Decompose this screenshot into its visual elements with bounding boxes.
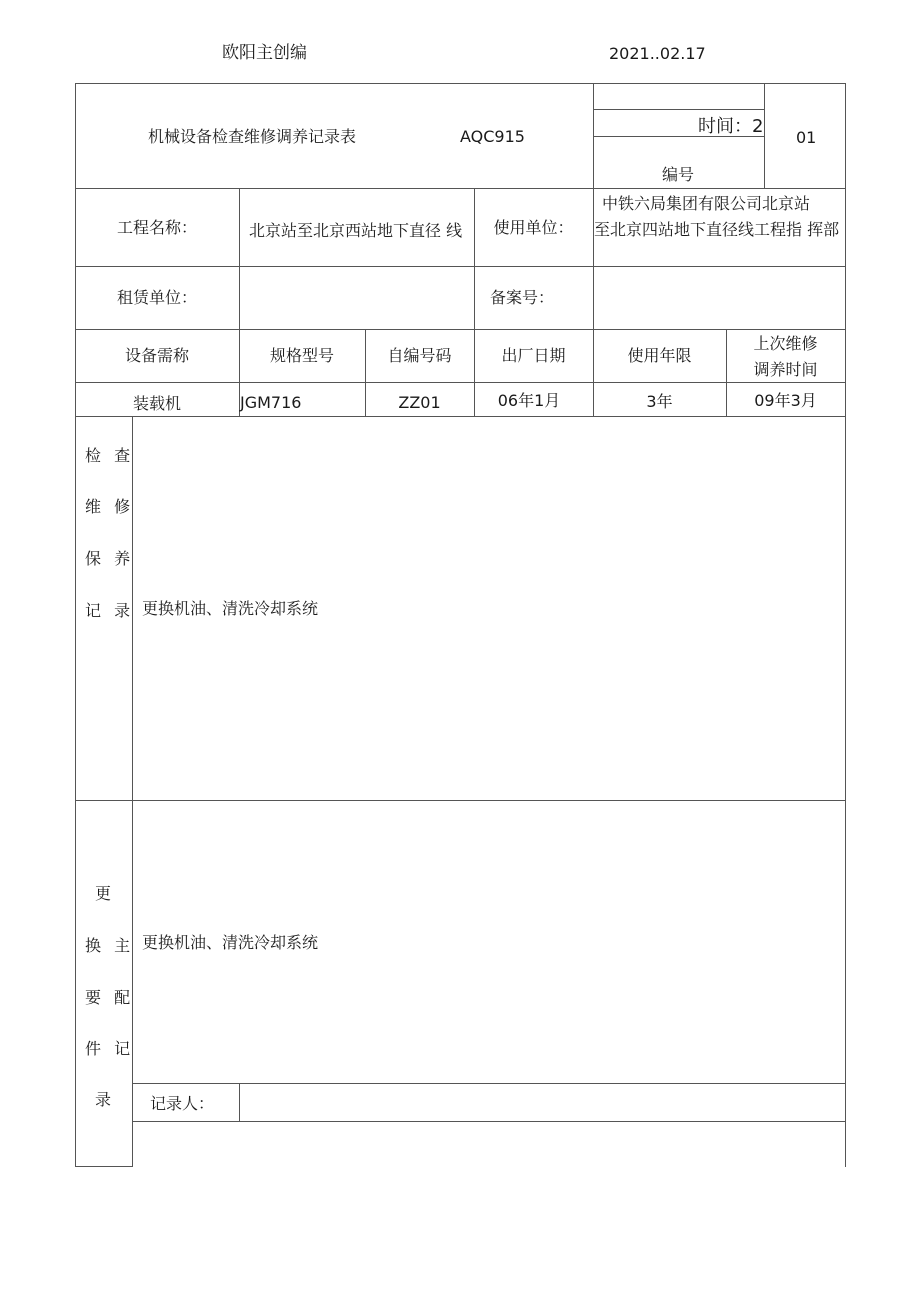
cell-service-years: 3年 [646,392,673,411]
table-line [593,83,594,416]
column-header-model: 规格型号 [269,346,334,365]
table-line [75,382,845,383]
inspection-label-line: 检 查 [85,446,135,465]
form-title: 机械设备检查维修调养记录表 [148,127,357,146]
table-border-left [75,83,76,1167]
project-name-label: 工程名称： [116,218,197,237]
table-line [764,83,765,188]
table-line [75,188,845,189]
inspection-label-line: 保 养 [85,549,135,568]
user-unit-label: 使用单位： [493,218,574,237]
parts-content[interactable]: 更换机油、清洗冷却系统 [142,933,319,952]
number-label: 编号 [662,165,695,184]
parts-label-line: 录 [95,1090,116,1109]
table-line [239,1083,240,1121]
parts-label-line: 件 记 [85,1039,135,1058]
inspection-content[interactable]: 更换机油、清洗冷却系统 [142,599,319,618]
lease-unit-label: 租赁单位： [116,288,197,307]
column-header-factory-date: 出厂日期 [501,346,566,365]
cell-factory-date: 06年1月 [497,391,561,410]
column-header-equipment: 设备需称 [124,346,189,365]
record-number-label: 备案号： [490,288,555,307]
table-border-top [75,83,845,84]
table-line [75,800,845,801]
recorder-label: 记录人： [150,1094,215,1113]
table-line [75,329,845,330]
table-border-right [845,83,846,1167]
column-header-last-maintenance-1: 上次维修 [753,334,818,353]
project-name-value: 北京站至北京西站地下直径 线 [249,221,463,240]
form-code: AQC915 [460,127,525,146]
parts-label-line: 更 [95,884,116,903]
table-line [75,416,845,417]
table-line [239,188,240,416]
table-line [132,1121,845,1122]
parts-label-line: 换 主 [85,936,135,955]
document-date: 2021..02.17 [609,44,706,63]
table-line [593,109,765,110]
column-header-service-years: 使用年限 [627,346,692,365]
cell-model: JGM716 [240,393,302,412]
cell-self-code: ZZ01 [398,393,441,412]
table-border-bottom [75,1166,133,1167]
column-header-last-maintenance-2: 调养时间 [753,360,818,379]
parts-label-line: 要 配 [85,988,135,1007]
column-header-self-code: 自编号码 [387,346,452,365]
inspection-label-line: 记 录 [85,601,135,620]
number-value: 01 [796,128,817,147]
user-unit-value-line1: 中铁六局集团有限公司北京站 [602,194,811,213]
inspection-label-line: 维 修 [85,497,135,516]
document-author: 欧阳主创编 [222,43,307,63]
time-label: 时间：2 [698,116,764,137]
cell-last-maintenance: 09年3月 [754,391,817,410]
user-unit-value-line2: 至北京四站地下直径线工程指 挥部 [594,220,840,239]
cell-equipment: 装载机 [132,394,181,413]
table-line [75,266,845,267]
